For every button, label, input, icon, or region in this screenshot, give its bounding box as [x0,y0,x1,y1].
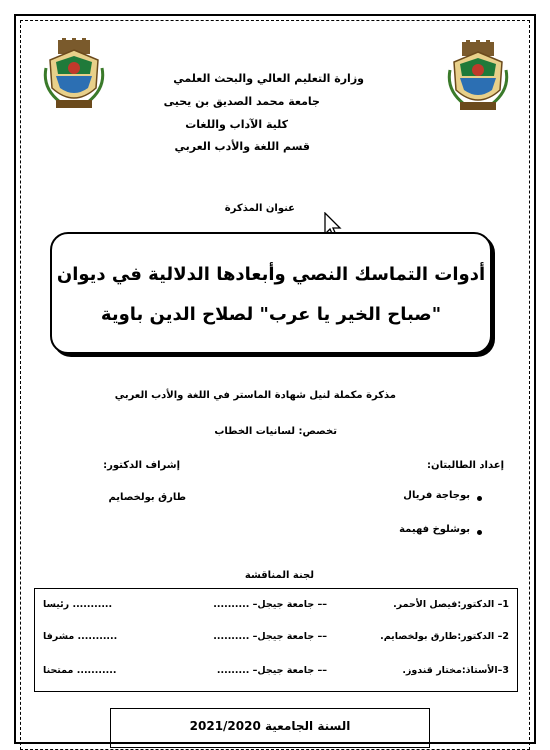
university-emblem-right [446,40,510,114]
bullet-icon [477,530,482,535]
committee-label: لجنة المناقشة [244,570,314,581]
committee-table [34,588,518,692]
academic-year: السنة الجامعية 2021/2020 [189,719,351,733]
academic-year-box [110,708,430,748]
committee-member: 2– الدكتور:طارق بولخصايم. [380,631,509,642]
university-name: جامعة محمد الصديق بن يحيى [163,95,320,108]
ministry-name: وزارة التعليم العالي والبحث العلمي [173,72,364,85]
student-item [403,490,470,501]
committee-member: 3–الأستاذ:مختار قندوز. [402,665,509,676]
committee-row [35,665,517,685]
memo-title-label: عنوان المذكرة [224,203,295,214]
thesis-title-line2: "صباح الخير يا عرب" لصلاح الدين باوية [100,304,442,325]
supervisor-name: طارق بولخصايم [108,492,186,503]
student-item [399,524,470,535]
committee-role: ........... رئيسا [43,599,113,610]
emblem-icon [42,38,106,112]
students-label: إعداد الطالبتان: [427,460,504,471]
university-emblem-left [42,38,106,112]
supervision-label: إشراف الدكتور: [103,460,180,471]
committee-role: ........... ممتحنا [43,665,117,676]
faculty-name: كلية الآداب واللغات [185,118,288,131]
committee-university: –– جامعة جيجل– ......... [216,665,327,676]
committee-university: –– جامعة جيجل– .......... [213,631,327,642]
committee-row [35,631,517,651]
emblem-icon [446,40,510,114]
committee-role: ........... مشرفا [43,631,118,642]
committee-row [35,599,517,619]
thesis-title-box [50,232,492,354]
bullet-icon [477,496,482,501]
department-name: قسم اللغة والأدب العربي [174,140,310,153]
committee-member: 1– الدكتور:فيصل الأحمر. [393,599,509,610]
degree-note: مذكرة مكملة لنيل شهادة الماستر في اللغة والأدب العربي [114,390,396,401]
thesis-title-line1: أدوات التماسك النصي وأبعادها الدلالية في ديوان [56,264,486,285]
specialization: تخصص: لسانيات الخطاب [214,426,337,437]
student-name: بوجاجة فريال [403,490,470,501]
student-name: بوشلوخ فهيمة [399,524,470,535]
committee-university: –– جامعة جيجل– .......... [213,599,327,610]
